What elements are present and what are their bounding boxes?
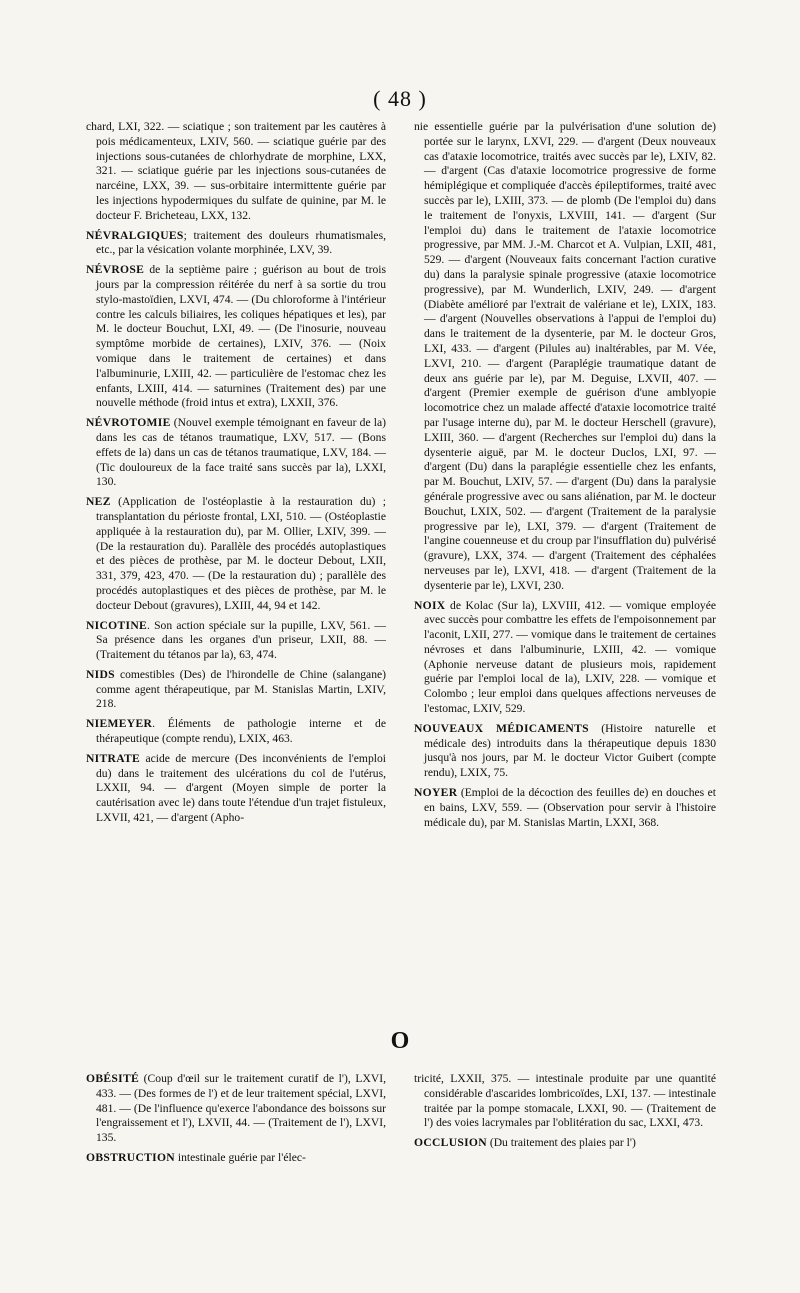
entry-text: ; traitement des douleurs rhumatismales, etc., par la vésication volante morphinée, LXV, 39. bbox=[96, 228, 386, 257]
entry-text: de Kolac (Sur la), LXVIII, 412. — vomique employée avec succès pour combattre les effets de l'empoisonnement par l'aconit, LXII, 277. — vomique dans le traitement de certaines névroses et dans l'albuminurie, LXIII, 42. — vomique (Aphonie nerveuse datant de plusieurs mois, rapidement guérie par l'emploi local de la), LXIV, 228. — vomique et Colombo ; leur emploi dans quelques affections nerveuses de l'estomac, LXIV, 529. bbox=[424, 598, 716, 716]
index-entry bbox=[86, 752, 386, 826]
entry-text: (Nouvel exemple témoignant en faveur de la) dans les cas de tétanos traumatique, LXV, 517. — (Bons effets de la) dans un cas de tétanos traumatique, LXV, 184. — (Tic douloureux de la face traité sans succès par la), LXXI, 130. bbox=[96, 416, 386, 489]
entry-text: de la septième paire ; guérison au bout de trois jours par la compression réitérée du nerf à sa sortie du trou stylo-mastoïdien, LXVI, 474. — (Du chloroforme à l'intérieur contre les calculs biliaires, les coliques hépatiques et les), par M. le docteur Bouchut, LXI, 49. — (De l'inosurie, nouveau symptôme morbide de certaines), LXIV, 376. — (Noix vomique dans le traitement de certaines) et dans l'albuminurie, LXIII, 42. — particulière de l'estomac chez les enfants, LXIII, 414. — saturnines (Traitement des) par une nouvelle méthode (froid intus et extra), LXXII, 376. bbox=[96, 263, 387, 410]
entry-keyword: OCCLUSION bbox=[414, 1136, 487, 1150]
entry-keyword: OBÉSITÉ bbox=[86, 1072, 140, 1085]
entry-text: (Coup d'œil sur le traitement curatif de l'), LXVI, 433. — (Des formes de l') et de leur traitement spécial, LXVI, 481. — (De l'influence qu'exerce l'abondance des boissons sur l'engraissement et l'), LXVII, 44. — (Traitement de l'), LXVI, 135. bbox=[96, 1072, 386, 1145]
entry-keyword: NÉVRALGIQUES bbox=[86, 228, 184, 242]
entry-keyword: NOUVEAUX MÉDICAMENTS bbox=[414, 721, 589, 735]
entry-text: chard, LXI, 322. — sciatique ; son traitement par les cautères à pois médicamenteux, LXIV, 560. — sciatique guérie par des injections sous-cutanées de chlorhydrate de morphine, LXX, 321. — sciatique guérie par les injections sous-cutanées de narcéine, LXX, 39. — sus-orbitaire intermittente guérie par les injections hypodermiques du sulfate de quinine, par M. le docteur F. Bricheteau, LXX, 132. bbox=[86, 120, 386, 222]
entry-text: (Emploi de la décoction des feuilles de) en douches et en bains, LXV, 559. — (Observation pour servir à l'histoire médicale du), par M. Stanislas Martin, LXXI, 368. bbox=[424, 786, 716, 829]
index-entry bbox=[86, 263, 386, 411]
index-entry bbox=[86, 495, 386, 613]
index-entry bbox=[414, 1072, 716, 1131]
bottom-right-column bbox=[414, 1072, 716, 1156]
entry-keyword: NIDS bbox=[86, 667, 115, 681]
entry-keyword: NOYER bbox=[414, 786, 458, 800]
entry-keyword: NOIX bbox=[414, 598, 446, 612]
entry-text: comestibles (Des) de l'hirondelle de Chine (salangane) comme agent thérapeutique, par M. Stanislas Martin, LXIV, 218. bbox=[96, 667, 386, 711]
page-number: ( 48 ) bbox=[373, 86, 427, 111]
entry-text: . Éléments de pathologie interne et de thérapeutique (compte rendu), LXIX, 463. bbox=[96, 717, 386, 746]
index-entry bbox=[414, 786, 716, 830]
entry-text: tricité, LXXII, 375. — intestinale produite par une quantité considérable d'ascarides lombricoïdes, LXI, 137. — intestinale traitée par la pompe stomacale, LXXI, 90. — (Traitement de l') des voies lacrymales par l'oblitération du sac, LXXI, 473. bbox=[414, 1072, 716, 1130]
entry-text: (Du traitement des plaies par l') bbox=[489, 1136, 636, 1150]
index-entry bbox=[414, 599, 716, 717]
entry-keyword: NIEMEYER bbox=[86, 717, 153, 731]
index-entry bbox=[86, 416, 386, 490]
right-column bbox=[414, 120, 716, 835]
index-entry bbox=[86, 1072, 386, 1146]
index-entry bbox=[86, 1151, 386, 1166]
bottom-left-column bbox=[86, 1072, 386, 1171]
index-entry bbox=[86, 120, 386, 224]
entry-keyword: NITRATE bbox=[86, 751, 141, 765]
entry-keyword: NICOTINE bbox=[86, 618, 148, 632]
index-entry bbox=[86, 668, 386, 712]
index-entry bbox=[414, 120, 716, 594]
entry-text: (Application de l'ostéoplastie à la restauration du) ; transplantation du périoste frontal, LXI, 510. — (Ostéoplastie appliquée à la restauration du), par M. Ollier, LXIV, 399. — (De la restauration du). Parallèle des procédés autoplastiques et des pièces de prothèse, par M. le docteur Debout, LXII, 331, 379, 423, 470. — (De la restauration du) ; parallèle des procédés autoplastiques et des pièces de prothèse, par M. le docteur Debout (gravures), LXIII, 44, 94 et 142. bbox=[96, 495, 386, 612]
entry-text: intestinale guérie par l'élec- bbox=[177, 1150, 306, 1164]
index-entry bbox=[86, 229, 386, 259]
entry-keyword: NÉVROSE bbox=[86, 263, 145, 277]
index-entry bbox=[414, 1136, 716, 1151]
index-entry bbox=[86, 717, 386, 747]
index-entry bbox=[86, 619, 386, 663]
entry-keyword: OBSTRUCTION bbox=[86, 1150, 175, 1164]
index-entry bbox=[414, 722, 716, 781]
entry-text: . Son action spéciale sur la pupille, LXV, 561. — Sa présence dans les organes d'un priseur, LXII, 88. — (Traitement du tétanos par la), 63, 474. bbox=[96, 618, 386, 662]
entry-text: nie essentielle guérie par la pulvérisation d'une solution de) portée sur le larynx, LXVI, 229. — d'argent (Deux nouveaux cas d'ataxie locomotrice, traités avec succès par le), LXIV, 82. — d'argent (Cas d'ataxie locomotrice progressive de forme hémiplégique et compliquée d'accès épileptiformes, traité avec succès par le), LXIII, 373. — de plomb (De l'emploi du) dans le traitement de l'onyxis, LXVIII, 141. — d'argent (Sur l'emploi du) dans le traitement de l'ataxie locomotrice progressive, par MM. J.-M. Charcot et A. Vulpian, LXII, 481, 529. — d'argent (Nouveaux faits concernant l'action curative du) dans la paralysie spinale progressive (ataxie locomotrice progressive), par M. Wunderlich, LXIV, 249. — d'argent (Diabète amélioré par l'extrait de valériane et le), LXIX, 183. — d'argent (Nouvelles observations à l'appui de l'emploi du) dans le traitement de la dysenterie, par M. le docteur Gros, LXI, 433. — d'argent (Pilules au) inaltérables, par M. Vée, LXVI, 210. — d'argent (Paraplégie traumatique datant de deux ans guérie par le), par M. Deguise, LXVII, 407. — d'argent (Premier exemple de guérison d'une amblyopie locomotrice chez un malade affecté d'ataxie locomotrice traité par l'usage interne du), par M. le docteur Herschell (gravure), LXIII, 360. — d'argent (Recherches sur l'emploi du) dans la dysenterie aiguë, par M. le docteur Duclos, LXI, 97. — d'argent (Du) dans la paraplégie essentielle chez les enfants, par M. Bouchut, LXIV, 57. — d'argent (Du) dans la paralysie générale progressive avec ou sans aliénation, par M. le docteur Bouchut, LXIX, 502. — d'argent (Traitement de la paralysie progressive par le), LXI, 379. — d'argent (Traitement de l'angine couenneuse et du croup par l'insufflation du) pulvérisé (gravure), LXX, 374. — d'argent (Traitement des céphalées nerveuses par le), LXVI, 418. — d'argent (Traitement de la dysenterie par le), LXVI, 230. bbox=[414, 120, 716, 592]
section-letter: O bbox=[390, 1028, 410, 1054]
entry-text: (Histoire naturelle et médicale des) introduits dans la thérapeutique depuis 1830 jusqu'à nos jours, par M. le docteur Victor Guibert (compte rendu), LXIX, 75. bbox=[424, 721, 717, 780]
left-column bbox=[86, 120, 386, 831]
entry-keyword: NÉVROTOMIE bbox=[86, 416, 171, 430]
entry-text: acide de mercure (Des inconvénients de l'emploi du) dans le traitement des ulcérations du col de l'utérus, LXXII, 94. — d'argent (Moyen simple de porter la cautérisation avec le) dans toute l'étendue d'un trajet fistuleux, LXVII, 421, — d'argent (Apho- bbox=[96, 751, 386, 825]
entry-keyword: NEZ bbox=[86, 495, 111, 509]
